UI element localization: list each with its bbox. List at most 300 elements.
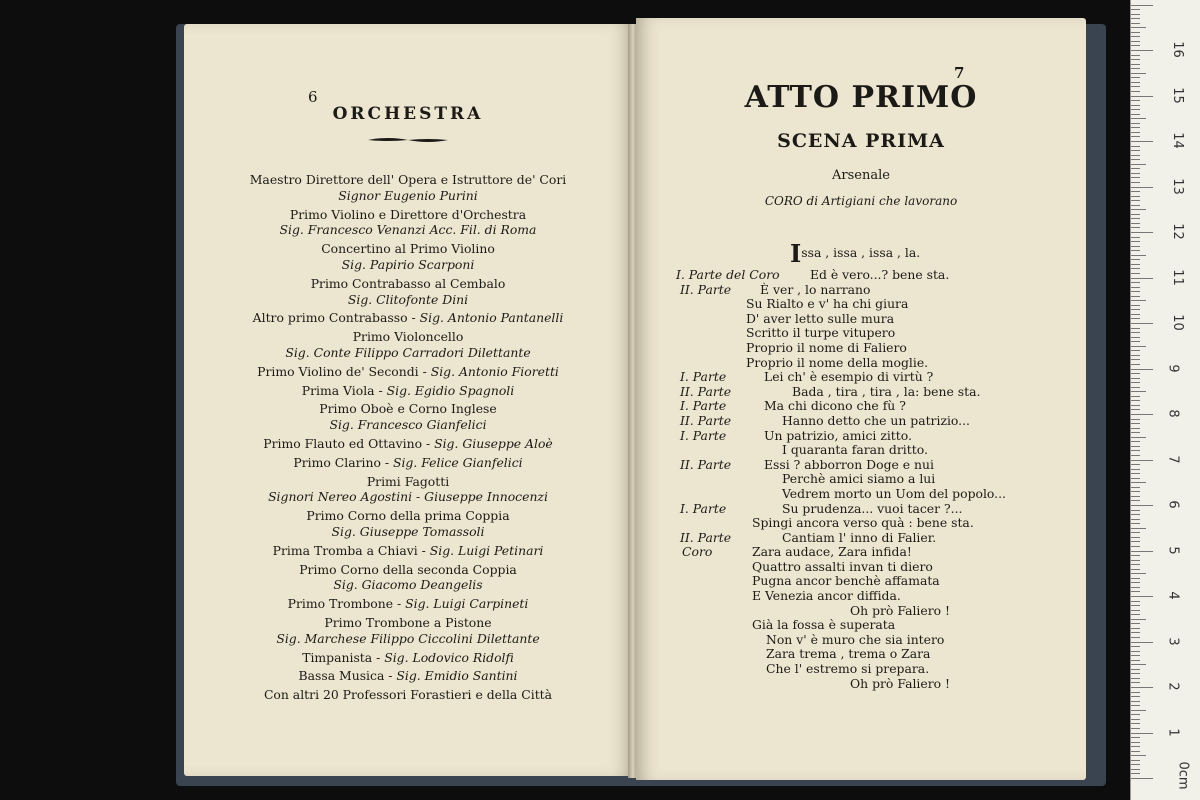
left-page [184, 24, 632, 776]
orchestra-role: Timpanista - [302, 649, 385, 665]
ornament-icon [368, 136, 448, 144]
orchestra-role: Bassa Musica - [298, 668, 397, 684]
ruler-tick [1131, 746, 1140, 747]
ruler-tick [1131, 737, 1140, 738]
ruler-tick [1131, 341, 1140, 342]
ruler-tick [1131, 282, 1140, 283]
ruler-tick [1131, 378, 1140, 379]
libretto-line [636, 399, 1086, 414]
ruler-tick [1131, 328, 1140, 329]
ruler-tick [1131, 714, 1140, 715]
orchestra-name: Signor Eugenio Purini [338, 187, 478, 203]
libretto-text [636, 239, 1086, 691]
verse-words: È ver , lo narrano [760, 281, 871, 297]
libretto-line [636, 574, 1086, 589]
ruler-tick [1131, 532, 1140, 533]
ruler-tick [1131, 687, 1153, 688]
ruler-tick [1131, 164, 1146, 165]
libretto-line [636, 239, 1086, 268]
orchestra-name: Sig. Felice Gianfelici [392, 454, 523, 470]
ruler-tick [1131, 764, 1140, 765]
libretto-line [636, 487, 1086, 502]
ruler-tick [1131, 405, 1140, 406]
ruler-tick [1131, 318, 1140, 319]
verse-words: E Venezia ancor diffida. [752, 588, 901, 604]
ruler-tick [1131, 582, 1140, 583]
libretto-line [636, 662, 1086, 677]
orchestra-role: Prima Viola - [301, 382, 387, 398]
ruler-tick [1131, 769, 1140, 770]
ruler-tick [1131, 173, 1140, 174]
orchestra-role: Primi Fagotti [366, 473, 450, 489]
ruler-tick [1131, 41, 1140, 42]
verse-words: Oh prò Faliero ! [850, 602, 951, 618]
ruler-tick [1131, 264, 1140, 265]
verse-words: Scritto il turpe vitupero [746, 325, 896, 341]
orchestra-name: Sig. Egidio Spagnoli [386, 382, 515, 398]
orchestra-title: ORCHESTRA [332, 104, 484, 124]
ruler-tick [1131, 45, 1140, 46]
orchestra-list [184, 172, 632, 703]
ruler-tick [1131, 250, 1140, 251]
speaker-label: II. Parte [680, 456, 732, 472]
speaker-label: I. Parte [680, 427, 727, 443]
orchestra-entry [184, 668, 632, 684]
orchestra-role: Primo Trombone - [287, 596, 406, 612]
ruler-tick [1131, 446, 1140, 447]
ruler-tick [1131, 314, 1140, 315]
ruler-tick [1131, 632, 1140, 633]
ruler-tick [1131, 218, 1140, 219]
ruler-tick [1131, 91, 1140, 92]
ornament-divider [184, 132, 632, 148]
verse-text [766, 662, 929, 677]
verse-words: Un patrizio, amici zitto. [764, 427, 912, 443]
ruler-tick [1131, 455, 1140, 456]
ruler-tick [1131, 209, 1146, 210]
verse-text [764, 399, 906, 414]
ruler-tick [1131, 614, 1140, 615]
orchestra-name: Sig. Conte Filippo Carradori Dilettante [285, 344, 531, 360]
verse-text [850, 604, 950, 619]
ruler-tick [1131, 355, 1140, 356]
verse-text [746, 297, 908, 312]
ruler-tick [1131, 419, 1140, 420]
ruler-tick [1131, 428, 1140, 429]
ruler-number: 9 [1165, 363, 1181, 373]
ruler-tick [1131, 373, 1140, 374]
orchestra-role: Maestro Direttore dell' Opera e Istruttore de' Cori [249, 172, 567, 187]
ruler-tick [1131, 5, 1153, 6]
orchestra-entry [184, 650, 632, 666]
ruler-number: 6 [1165, 500, 1181, 509]
measuring-ruler [1130, 0, 1200, 800]
verse-words: Quattro assalti invan ti diero [752, 558, 933, 574]
verse-words: Ma chi dicono che fù ? [764, 398, 906, 414]
ruler-tick [1131, 682, 1140, 683]
ruler-tick [1131, 177, 1140, 178]
scene-setting: Arsenale [832, 168, 890, 183]
ruler-tick [1131, 278, 1153, 279]
ruler-tick [1131, 587, 1140, 588]
ruler-tick [1131, 719, 1140, 720]
ruler-tick [1131, 337, 1140, 338]
stage-direction: CORO di Artigiani che lavorano [764, 194, 958, 208]
verse-words: Su Rialto e v' ha chi giura [746, 296, 909, 312]
ruler-tick [1131, 578, 1140, 579]
ruler-tick [1131, 432, 1140, 433]
verse-text [792, 385, 980, 400]
libretto-line [636, 297, 1086, 312]
libretto-line [636, 326, 1086, 341]
ruler-tick [1131, 651, 1140, 652]
ruler-tick [1131, 628, 1140, 629]
verse-words: Non v' è muro che sia intero [766, 631, 945, 647]
verse-text [752, 516, 974, 531]
ruler-tick [1131, 623, 1140, 624]
ruler-tick [1131, 150, 1140, 151]
orchestra-role: Primo Trombone a Pistone [324, 614, 492, 630]
ruler-tick [1131, 191, 1140, 192]
ruler-tick [1131, 296, 1140, 297]
ruler-tick [1131, 227, 1140, 228]
ruler-tick [1131, 482, 1146, 483]
ruler-tick [1131, 332, 1140, 333]
verse-text [746, 326, 895, 341]
ruler-tick [1131, 168, 1140, 169]
verse-text [810, 268, 949, 283]
ruler-tick [1131, 268, 1140, 269]
ruler-tick [1131, 346, 1146, 347]
ruler-number: 4 [1165, 591, 1181, 600]
orchestra-name: Sig. Francesco Venanzi Acc. Fil. di Roma [279, 222, 537, 238]
ruler-tick [1131, 96, 1153, 97]
ruler-tick [1131, 678, 1140, 679]
ruler-tick [1131, 610, 1140, 611]
verse-text [764, 429, 912, 444]
ruler-tick [1131, 728, 1140, 729]
verse-words: Già la fossa è superata [752, 617, 896, 633]
ruler-tick [1131, 396, 1140, 397]
ruler-number: 12 [1169, 223, 1185, 240]
ruler-tick [1131, 9, 1140, 10]
ruler-tick [1131, 528, 1146, 529]
ruler-tick [1131, 305, 1140, 306]
ruler-tick [1131, 382, 1140, 383]
ruler-tick [1131, 555, 1140, 556]
ruler-tick [1131, 751, 1140, 752]
orchestra-role: Prima Tromba a Chiavi - [272, 542, 430, 558]
libretto-line [636, 560, 1086, 575]
ruler-tick [1131, 560, 1140, 561]
ruler-tick [1131, 127, 1140, 128]
libretto-line [636, 516, 1086, 531]
orchestra-name: Sig. Lodovico Ridolfi [384, 649, 514, 665]
ruler-tick [1131, 591, 1140, 592]
ruler-tick [1131, 291, 1140, 292]
ruler-tick [1131, 637, 1140, 638]
ruler-tick [1131, 409, 1140, 410]
ruler-tick [1131, 350, 1140, 351]
verse-text [760, 283, 870, 298]
ruler-tick [1131, 705, 1140, 706]
ruler-tick [1131, 259, 1140, 260]
verse-words: Zara audace, Zara infida! [752, 544, 912, 560]
verse-words: Ed è vero...? bene sta. [810, 267, 950, 282]
verse-words: Oh prò Faliero ! [850, 675, 951, 691]
orchestra-name: Sig. Papirio Scarponi [341, 256, 475, 272]
verse-words: Perchè amici siamo a lui [782, 471, 936, 487]
ruler-tick [1131, 469, 1140, 470]
ruler-tick [1131, 569, 1140, 570]
ruler-tick [1131, 155, 1140, 156]
ruler-tick [1131, 473, 1140, 474]
ruler-tick [1131, 187, 1153, 188]
orchestra-role: Con altri 20 Professori Forastieri e della Città [263, 687, 553, 703]
verse-text [782, 502, 962, 517]
speaker-label: I. Parte [680, 398, 727, 414]
verse-text [752, 574, 940, 589]
verse-text [746, 341, 907, 356]
ruler-tick [1131, 564, 1140, 565]
ruler-tick [1131, 359, 1140, 360]
ruler-tick [1131, 500, 1140, 501]
orchestra-role: Primo Clarino - [293, 454, 393, 470]
verse-text [764, 370, 933, 385]
ruler-tick [1131, 760, 1140, 761]
speaker-label: I. Parte [680, 369, 727, 385]
ruler-tick [1131, 136, 1140, 137]
speaker-label: I. Parte del Coro [676, 267, 780, 282]
libretto-line [636, 545, 1086, 560]
orchestra-name: Sig. Marchese Filippo Ciccolini Dilettante [276, 630, 540, 646]
libretto-line [636, 341, 1086, 356]
ruler-tick [1131, 214, 1140, 215]
ruler-tick [1131, 273, 1140, 274]
ruler-tick [1131, 205, 1140, 206]
ruler-tick [1131, 27, 1146, 28]
orchestra-entry [184, 436, 632, 452]
ruler-tick [1131, 450, 1140, 451]
orchestra-role: Primo Contrabasso al Cembalo [310, 275, 506, 291]
ruler-number: 13 [1169, 177, 1185, 195]
page-number-left: 6 [308, 88, 318, 106]
orchestra-entry [184, 455, 632, 471]
ruler-tick [1131, 18, 1140, 19]
verse-words: Bada , tira , tira , la: bene sta. [792, 383, 981, 399]
orchestra-name: Sig. Luigi Petinari [429, 542, 544, 558]
ruler-tick [1131, 391, 1146, 392]
ruler-tick [1131, 55, 1140, 56]
ruler-tick [1131, 223, 1140, 224]
ruler-number: 14 [1169, 132, 1185, 149]
ruler-tick [1131, 423, 1140, 424]
libretto-line [636, 647, 1086, 662]
ruler-number: 1 [1165, 727, 1181, 737]
ruler-tick [1131, 519, 1140, 520]
verse-text [752, 560, 933, 575]
ruler-number: 16 [1169, 41, 1185, 58]
ruler-tick [1131, 673, 1140, 674]
ruler-tick [1131, 132, 1140, 133]
verse-text [782, 487, 1006, 502]
ruler-tick [1131, 159, 1140, 160]
ruler-tick [1131, 50, 1153, 51]
ruler-tick [1131, 660, 1140, 661]
libretto-line [636, 268, 1086, 283]
ruler-tick [1131, 510, 1140, 511]
ruler-number: 2 [1165, 682, 1181, 691]
libretto-line [636, 429, 1086, 444]
speaker-label: Coro [682, 544, 713, 560]
verse-words: Che l' estremo si prepara. [766, 661, 930, 677]
libretto-line [636, 312, 1086, 327]
orchestra-name: Signori Nereo Agostini - Giuseppe Innocenzi [268, 489, 548, 505]
ruler-tick [1131, 86, 1140, 87]
ruler-tick [1131, 400, 1140, 401]
libretto-line [636, 414, 1086, 429]
orchestra-name: Sig. Emidio Santini [396, 668, 518, 684]
verse-text [790, 239, 921, 268]
ruler-tick [1131, 605, 1140, 606]
ruler-tick [1131, 601, 1140, 602]
ruler-tick [1131, 118, 1146, 119]
ruler-tick [1131, 573, 1146, 574]
ruler-tick [1131, 701, 1140, 702]
ruler-tick [1131, 505, 1153, 506]
ruler-tick [1131, 32, 1140, 33]
ruler-tick [1131, 59, 1140, 60]
ruler-tick [1131, 123, 1140, 124]
libretto-line [636, 356, 1086, 371]
verse-words: Essi ? abborron Doge e nui [764, 456, 934, 472]
orchestra-entry [184, 543, 632, 559]
ruler-tick [1131, 300, 1146, 301]
orchestra-name: Sig. Antonio Pantanelli [419, 310, 564, 326]
verse-text [850, 677, 950, 692]
ruler-tick [1131, 464, 1140, 465]
verse-text [752, 618, 895, 633]
page-number-right: 7 [954, 64, 965, 82]
ruler-tick [1131, 491, 1140, 492]
verse-text [782, 531, 936, 546]
verse-words: Zara trema , trema o Zara [766, 646, 931, 662]
ruler-number: 8 [1165, 409, 1181, 418]
ruler-tick [1131, 514, 1140, 515]
ruler-tick [1131, 387, 1140, 388]
ruler-tick [1131, 182, 1140, 183]
verse-text [746, 356, 928, 371]
orchestra-name: Sig. Giuseppe Tomassoli [331, 523, 485, 539]
ruler-tick [1131, 141, 1153, 142]
verse-text [752, 545, 912, 560]
ruler-tick [1131, 596, 1153, 597]
orchestra-name: Sig. Luigi Carpineti [405, 596, 529, 612]
verse-words: Cantiam l' inno di Falier. [782, 529, 937, 545]
orchestra-role: Primo Violino e Direttore d'Orchestra [289, 206, 527, 222]
ruler-number: 10 [1169, 314, 1185, 331]
act-title: ATTO PRIMO [744, 80, 978, 115]
verse-text [766, 647, 930, 662]
ruler-tick [1131, 255, 1146, 256]
ruler-tick [1131, 23, 1140, 24]
ruler-tick [1131, 237, 1140, 238]
ruler-tick [1131, 114, 1140, 115]
ruler-tick [1131, 77, 1140, 78]
ruler-tick [1131, 287, 1140, 288]
ruler-tick [1131, 692, 1140, 693]
ruler-tick [1131, 64, 1140, 65]
orchestra-role: Primo Corno della prima Coppia [306, 508, 510, 524]
verse-words: ssa , issa , issa , la. [801, 245, 921, 260]
ruler-number: 7 [1165, 454, 1181, 464]
ruler-tick [1131, 14, 1140, 15]
ruler-tick [1131, 710, 1146, 711]
ruler-tick [1131, 232, 1153, 233]
orchestra-name: Sig. Giuseppe Aloè [434, 435, 553, 451]
verse-words: Proprio il nome della moglie. [746, 354, 929, 370]
verse-words: D' aver letto sulle mura [746, 310, 895, 326]
orchestra-role: Primo Flauto ed Ottavino - [263, 435, 435, 451]
libretto-line [636, 604, 1086, 619]
ruler-number: 15 [1169, 86, 1185, 104]
libretto-line [636, 458, 1086, 473]
speaker-label: I. Parte [680, 500, 727, 516]
ruler-tick [1131, 68, 1140, 69]
libretto-line [636, 589, 1086, 604]
orchestra-role: Primo Oboè e Corno Inglese [319, 401, 497, 417]
verse-words: Su prudenza... vuoi tacer ?... [782, 500, 963, 516]
ruler-tick [1131, 646, 1140, 647]
orchestra-role: Primo Corno della seconda Coppia [299, 561, 517, 577]
libretto-line [636, 385, 1086, 400]
ruler-tick [1131, 773, 1140, 774]
ruler-tick [1131, 755, 1146, 756]
verse-text [752, 589, 901, 604]
orchestra-entry [184, 596, 632, 612]
orchestra-role: Altro primo Contrabasso - [252, 310, 420, 326]
speaker-label: II. Parte [680, 529, 732, 545]
verse-words: Spingi ancora verso quà : bene sta. [752, 515, 974, 531]
orchestra-name: Sig. Francesco Gianfelici [329, 417, 487, 433]
ruler-tick [1131, 414, 1153, 415]
ruler-tick [1131, 105, 1140, 106]
ruler-tick [1131, 733, 1153, 734]
ruler-tick [1131, 73, 1146, 74]
ruler-tick [1131, 36, 1140, 37]
ruler-tick [1131, 323, 1153, 324]
libretto-line [636, 472, 1086, 487]
libretto-line [636, 531, 1086, 546]
ruler-tick [1131, 742, 1140, 743]
ruler-tick [1131, 246, 1140, 247]
orchestra-name: Sig. Giacomo Deangelis [333, 577, 483, 593]
ruler-tick [1131, 523, 1140, 524]
verse-text [782, 472, 935, 487]
orchestra-entry [184, 364, 632, 380]
ruler-tick [1131, 437, 1146, 438]
ruler-tick [1131, 642, 1153, 643]
libretto-line [636, 633, 1086, 648]
libretto-line [636, 370, 1086, 385]
speaker-label: II. Parte [680, 412, 732, 428]
verse-words: Hanno detto che un patrizio... [782, 412, 970, 428]
libretto-line [636, 443, 1086, 458]
ruler-tick [1131, 369, 1153, 370]
libretto-line [636, 283, 1086, 298]
orchestra-role: Primo Violoncello [352, 329, 464, 345]
libretto-line [636, 677, 1086, 692]
